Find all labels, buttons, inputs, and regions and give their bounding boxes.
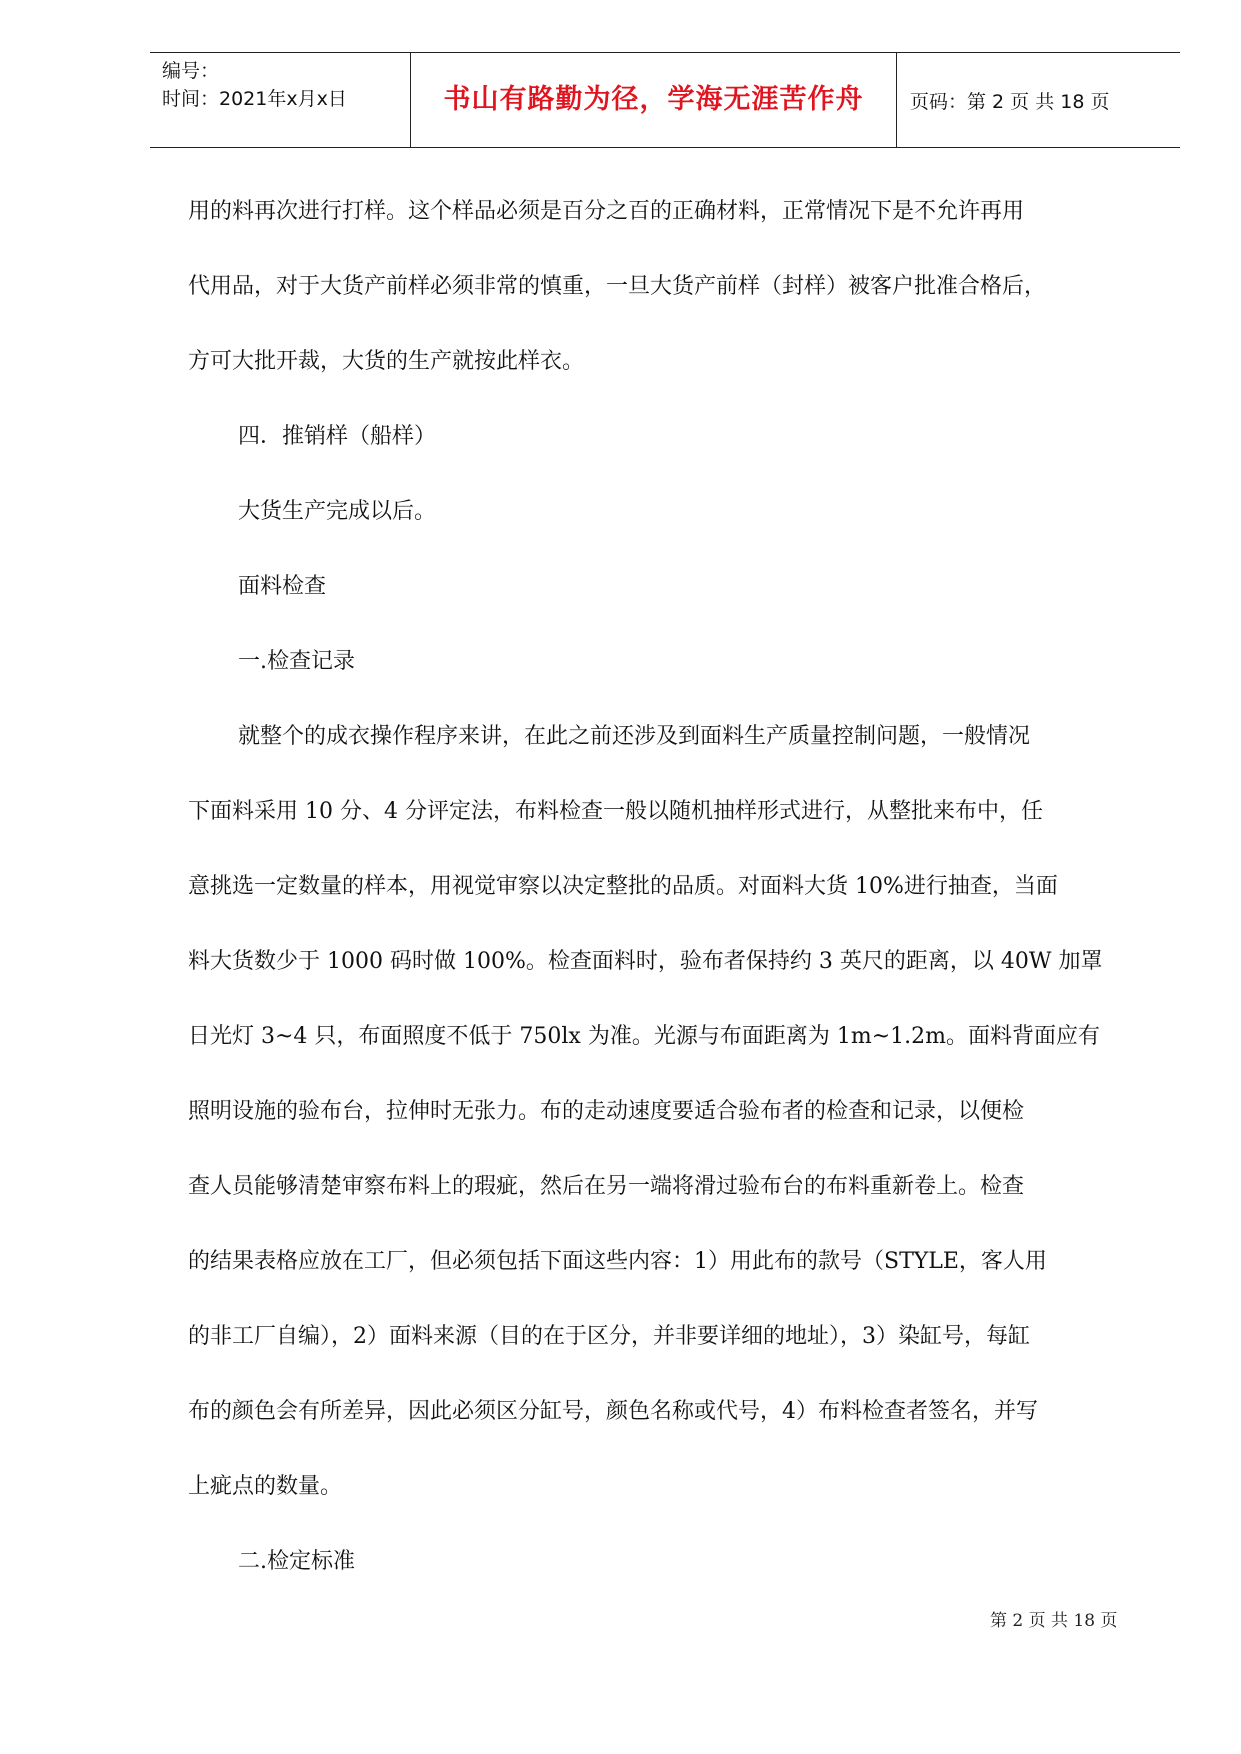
document-time-label: 时间：2021年x月x日 bbox=[162, 88, 347, 110]
body-line: 意挑选一定数量的样本，用视觉审察以决定整批的品质。对面料大货 10%进行抽查，当面 bbox=[188, 874, 1058, 899]
body-line: 用的料再次进行打样。这个样品必须是百分之百的正确材料，正常情况下是不允许再用 bbox=[188, 199, 1025, 224]
section-heading-sales-sample: 四．推销样（船样） bbox=[238, 424, 437, 449]
document-body bbox=[188, 192, 1158, 1617]
body-line: 上疵点的数量。 bbox=[188, 1474, 343, 1499]
body-line: 布的颜色会有所差异，因此必须区分缸号，颜色名称或代号，4）布料检查者签名，并写 bbox=[188, 1399, 1038, 1424]
body-line: 大货生产完成以后。 bbox=[238, 499, 437, 524]
body-line: 的非工厂自编），2）面料来源（目的在于区分，并非要详细的地址），3）染缸号，每缸 bbox=[188, 1324, 1030, 1349]
header-left-info bbox=[162, 57, 347, 113]
header-page-info: 页码：第 2 页 共 18 页 bbox=[910, 91, 1110, 113]
page-footer: 第 2 页 共 18 页 bbox=[990, 1611, 1118, 1631]
body-line: 下面料采用 10 分、4 分评定法，布料检查一般以随机抽样形式进行，从整批来布中，任 bbox=[188, 799, 1043, 824]
body-line: 就整个的成衣操作程序来讲，在此之前还涉及到面料生产质量控制问题，一般情况 bbox=[238, 724, 1031, 749]
body-line: 的结果表格应放在工厂，但必须包括下面这些内容：1）用此布的款号（STYLE，客人用 bbox=[188, 1249, 1047, 1274]
body-line: 代用品，对于大货产前样必须非常的慎重，一旦大货产前样（封样）被客户批准合格后， bbox=[188, 274, 1047, 299]
section-heading-fabric-inspection: 面料检查 bbox=[238, 574, 327, 599]
section-heading-inspection-record: 一.检查记录 bbox=[238, 649, 355, 674]
body-line: 查人员能够清楚审察布料上的瑕疵，然后在另一端将滑过验布台的布料重新卷上。检查 bbox=[188, 1174, 1025, 1199]
body-line: 料大货数少于 1000 码时做 100%。检查面料时，验布者保持约 3 英尺的距离，以 40W 加罩 bbox=[188, 949, 1103, 974]
header-motto: 书山有路勤为径，学海无涯苦作舟 bbox=[443, 84, 864, 115]
header-divider-right bbox=[896, 53, 897, 147]
body-line: 日光灯 3~4 只，布面照度不低于 750lx 为准。光源与布面距离为 1m~1.2m。面料背面应有 bbox=[188, 1024, 1100, 1049]
body-line: 方可大批开裁，大货的生产就按此样衣。 bbox=[188, 349, 585, 374]
section-heading-inspection-standard: 二.检定标准 bbox=[238, 1549, 355, 1574]
document-number-label: 编号： bbox=[162, 60, 220, 82]
body-line: 照明设施的验布台，拉伸时无张力。布的走动速度要适合验布者的检查和记录，以便检 bbox=[188, 1099, 1025, 1124]
page-header bbox=[150, 52, 1180, 148]
